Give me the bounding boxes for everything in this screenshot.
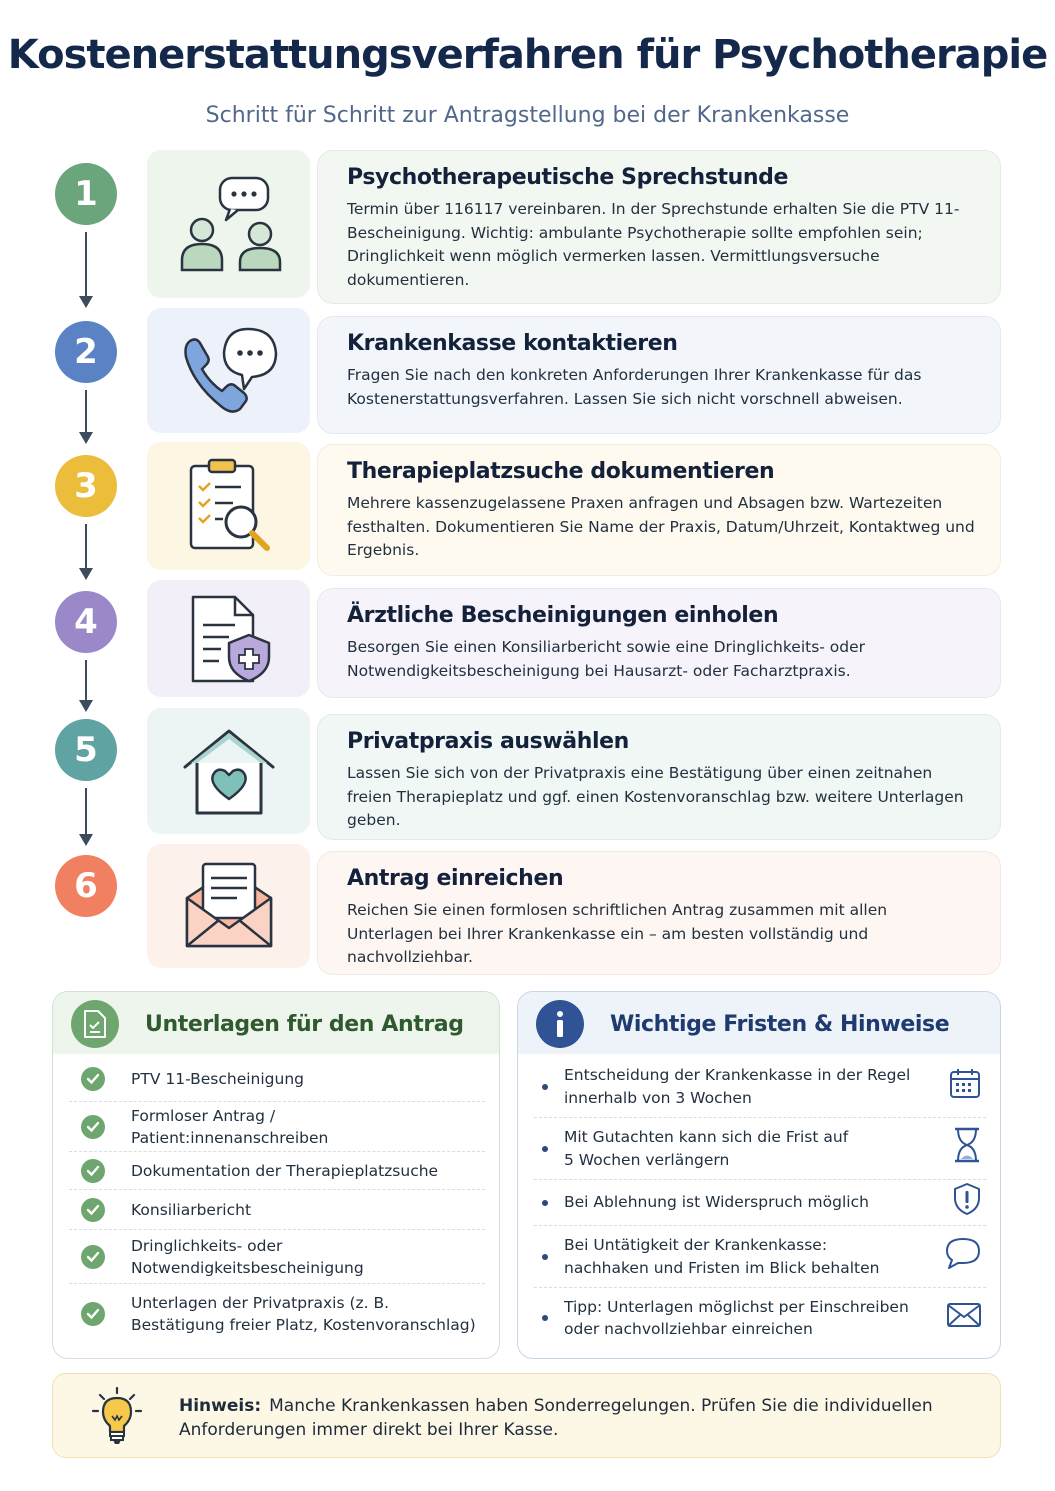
- step-title: Antrag einreichen: [347, 866, 564, 891]
- list-item: [69, 1056, 485, 1102]
- note-text: Manche Krankenkassen haben Sonderregelungen. Prüfen Sie die individuellen Anforderungen immer direkt bei Ihrer Kasse.: [179, 1396, 933, 1440]
- step-card: [317, 851, 1001, 975]
- mail-icon: [946, 1302, 982, 1335]
- list-item-label: Bei Ablehnung ist Widerspruch möglich: [564, 1193, 869, 1212]
- list-item: [69, 1284, 485, 1344]
- step-text: Fragen Sie nach den konkreten Anforderungen Ihrer Krankenkasse für das Kostenerstattungsverfahren. Lassen Sie sich nicht vorschnell abweisen.: [347, 366, 922, 408]
- step-text: Reichen Sie einen formlosen schriftlichen Antrag zusammen mit allen Unterlagen bei Ihrer Krankenkasse ein – am besten vollständig und nachvollziehbar.: [347, 901, 888, 966]
- speech-bubble-icon: [944, 1236, 982, 1277]
- phone-chat-icon: [147, 308, 310, 433]
- step-number-badge: 2: [55, 321, 117, 383]
- checkmark-icon: [81, 1302, 105, 1326]
- list-item: [69, 1152, 485, 1190]
- list-item: [534, 1226, 986, 1288]
- people-chat-icon: [147, 150, 310, 298]
- checkmark-icon: [81, 1198, 105, 1222]
- list-item-label: Unterlagen der Privatpraxis (z. B. Bestätigung freier Platz, Kostenvoranschlag): [131, 1294, 476, 1334]
- step-number-badge: 1: [55, 163, 117, 225]
- step-card: [317, 444, 1001, 576]
- note-label: Hinweis:: [179, 1396, 262, 1416]
- list-item-label: Konsiliarbericht: [131, 1200, 252, 1219]
- note-text-block: [179, 1394, 959, 1442]
- step-number-badge: 6: [55, 855, 117, 917]
- deadlines-header: [518, 992, 1000, 1054]
- step-text: Besorgen Sie einen Konsiliarbericht sowie eine Dringlichkeits- oder Notwendigkeitsbescheinigung bei Hausarzt- oder Facharztpraxis.: [347, 638, 866, 680]
- list-item: [69, 1102, 485, 1152]
- list-item-label: PTV 11-Bescheinigung: [131, 1069, 304, 1088]
- list-item-label: Bei Untätigkeit der Krankenkasse: nachhaken und Fristen im Blick behalten: [564, 1236, 880, 1277]
- step-arrow: [85, 232, 87, 304]
- info-icon: [536, 1000, 584, 1048]
- list-item: [534, 1118, 986, 1180]
- step-arrow: [85, 390, 87, 440]
- step-card: [317, 316, 1001, 434]
- list-item-label: Entscheidung der Krankenkasse in der Regel innerhalb von 3 Wochen: [564, 1066, 911, 1107]
- step-arrow: [85, 660, 87, 708]
- step-number-badge: 4: [55, 591, 117, 653]
- deadlines-box: [517, 991, 1001, 1359]
- page-subtitle: Schritt für Schritt zur Antragstellung bei der Krankenkasse: [205, 103, 850, 128]
- step-text: Mehrere kassenzugelassene Praxen anfragen und Absagen bzw. Wartezeiten festhalten. Dokumentieren Sie Name der Praxis, Datum/Uhrzeit, Kontaktweg und Ergebnis.: [347, 494, 975, 559]
- list-item-label: Dokumentation der Therapieplatzsuche: [131, 1161, 439, 1180]
- step-number-badge: 5: [55, 719, 117, 781]
- step-arrow: [85, 788, 87, 842]
- step-title: Ärztliche Bescheinigungen einholen: [347, 603, 779, 628]
- checkmark-icon: [81, 1159, 105, 1183]
- documents-box: [52, 991, 500, 1359]
- step-card: [317, 714, 1001, 840]
- checkmark-icon: [81, 1115, 105, 1139]
- list-item-label: Dringlichkeits- oder Notwendigkeitsbescheinigung: [131, 1236, 364, 1277]
- page-title: Kostenerstattungsverfahren für Psychotherapie: [7, 32, 1048, 78]
- shield-alert-icon: [952, 1182, 982, 1223]
- clipboard-search-icon: [147, 442, 310, 570]
- step-card: [317, 588, 1001, 698]
- checkmark-icon: [81, 1067, 105, 1091]
- step-text: Termin über 116117 vereinbaren. In der Sprechstunde erhalten Sie die PTV 11-Bescheinigung. Wichtig: ambulante Psychotherapie sollte empfohlen sein; Dringlichkeit wenn möglich vermerken lassen. Vermittlungsversuche dokumentieren.: [347, 200, 960, 289]
- step-card: [317, 150, 1001, 304]
- hint-note: [52, 1373, 1001, 1458]
- bullet: [542, 1146, 548, 1152]
- checkmark-icon: [81, 1245, 105, 1269]
- list-item: [534, 1056, 986, 1118]
- list-item: [534, 1180, 986, 1226]
- documents-title: Unterlagen für den Antrag: [145, 1012, 464, 1037]
- deadlines-title: Wichtige Fristen & Hinweise: [610, 1012, 950, 1037]
- lightbulb-icon: [87, 1386, 147, 1450]
- step-number-badge: 3: [55, 455, 117, 517]
- bullet: [542, 1200, 548, 1206]
- step-text: Lassen Sie sich von der Privatpraxis eine Bestätigung über einen zeitnahen freien Therapieplatz und ggf. einen Kostenvoranschlag bzw. weitere Unterlagen geben.: [347, 764, 964, 829]
- hourglass-icon: [952, 1126, 982, 1171]
- bullet: [542, 1315, 548, 1321]
- step-title: Krankenkasse kontaktieren: [347, 331, 678, 356]
- bullet: [542, 1084, 548, 1090]
- list-item: [69, 1190, 485, 1230]
- deadlines-list: [534, 1056, 986, 1348]
- calendar-icon: [948, 1066, 982, 1107]
- step-arrow: [85, 524, 87, 576]
- list-item-label: Mit Gutachten kann sich die Frist auf 5 Wochen verlängern: [564, 1128, 849, 1169]
- envelope-letter-icon: [147, 844, 310, 968]
- documents-header: [53, 992, 499, 1054]
- list-item-label: Formloser Antrag / Patient:innenanschreiben: [131, 1106, 329, 1147]
- list-item: [69, 1230, 485, 1284]
- document-icon: [71, 1000, 119, 1048]
- document-shield-icon: [147, 580, 310, 697]
- step-title: Privatpraxis auswählen: [347, 729, 629, 754]
- documents-list: [69, 1056, 485, 1344]
- step-title: Therapieplatzsuche dokumentieren: [347, 459, 775, 484]
- house-heart-icon: [147, 708, 310, 834]
- bullet: [542, 1254, 548, 1260]
- step-title: Psychotherapeutische Sprechstunde: [347, 165, 789, 190]
- list-item: [534, 1288, 986, 1348]
- list-item-label: Tipp: Unterlagen möglichst per Einschreiben oder nachvollziehbar einreichen: [564, 1297, 909, 1338]
